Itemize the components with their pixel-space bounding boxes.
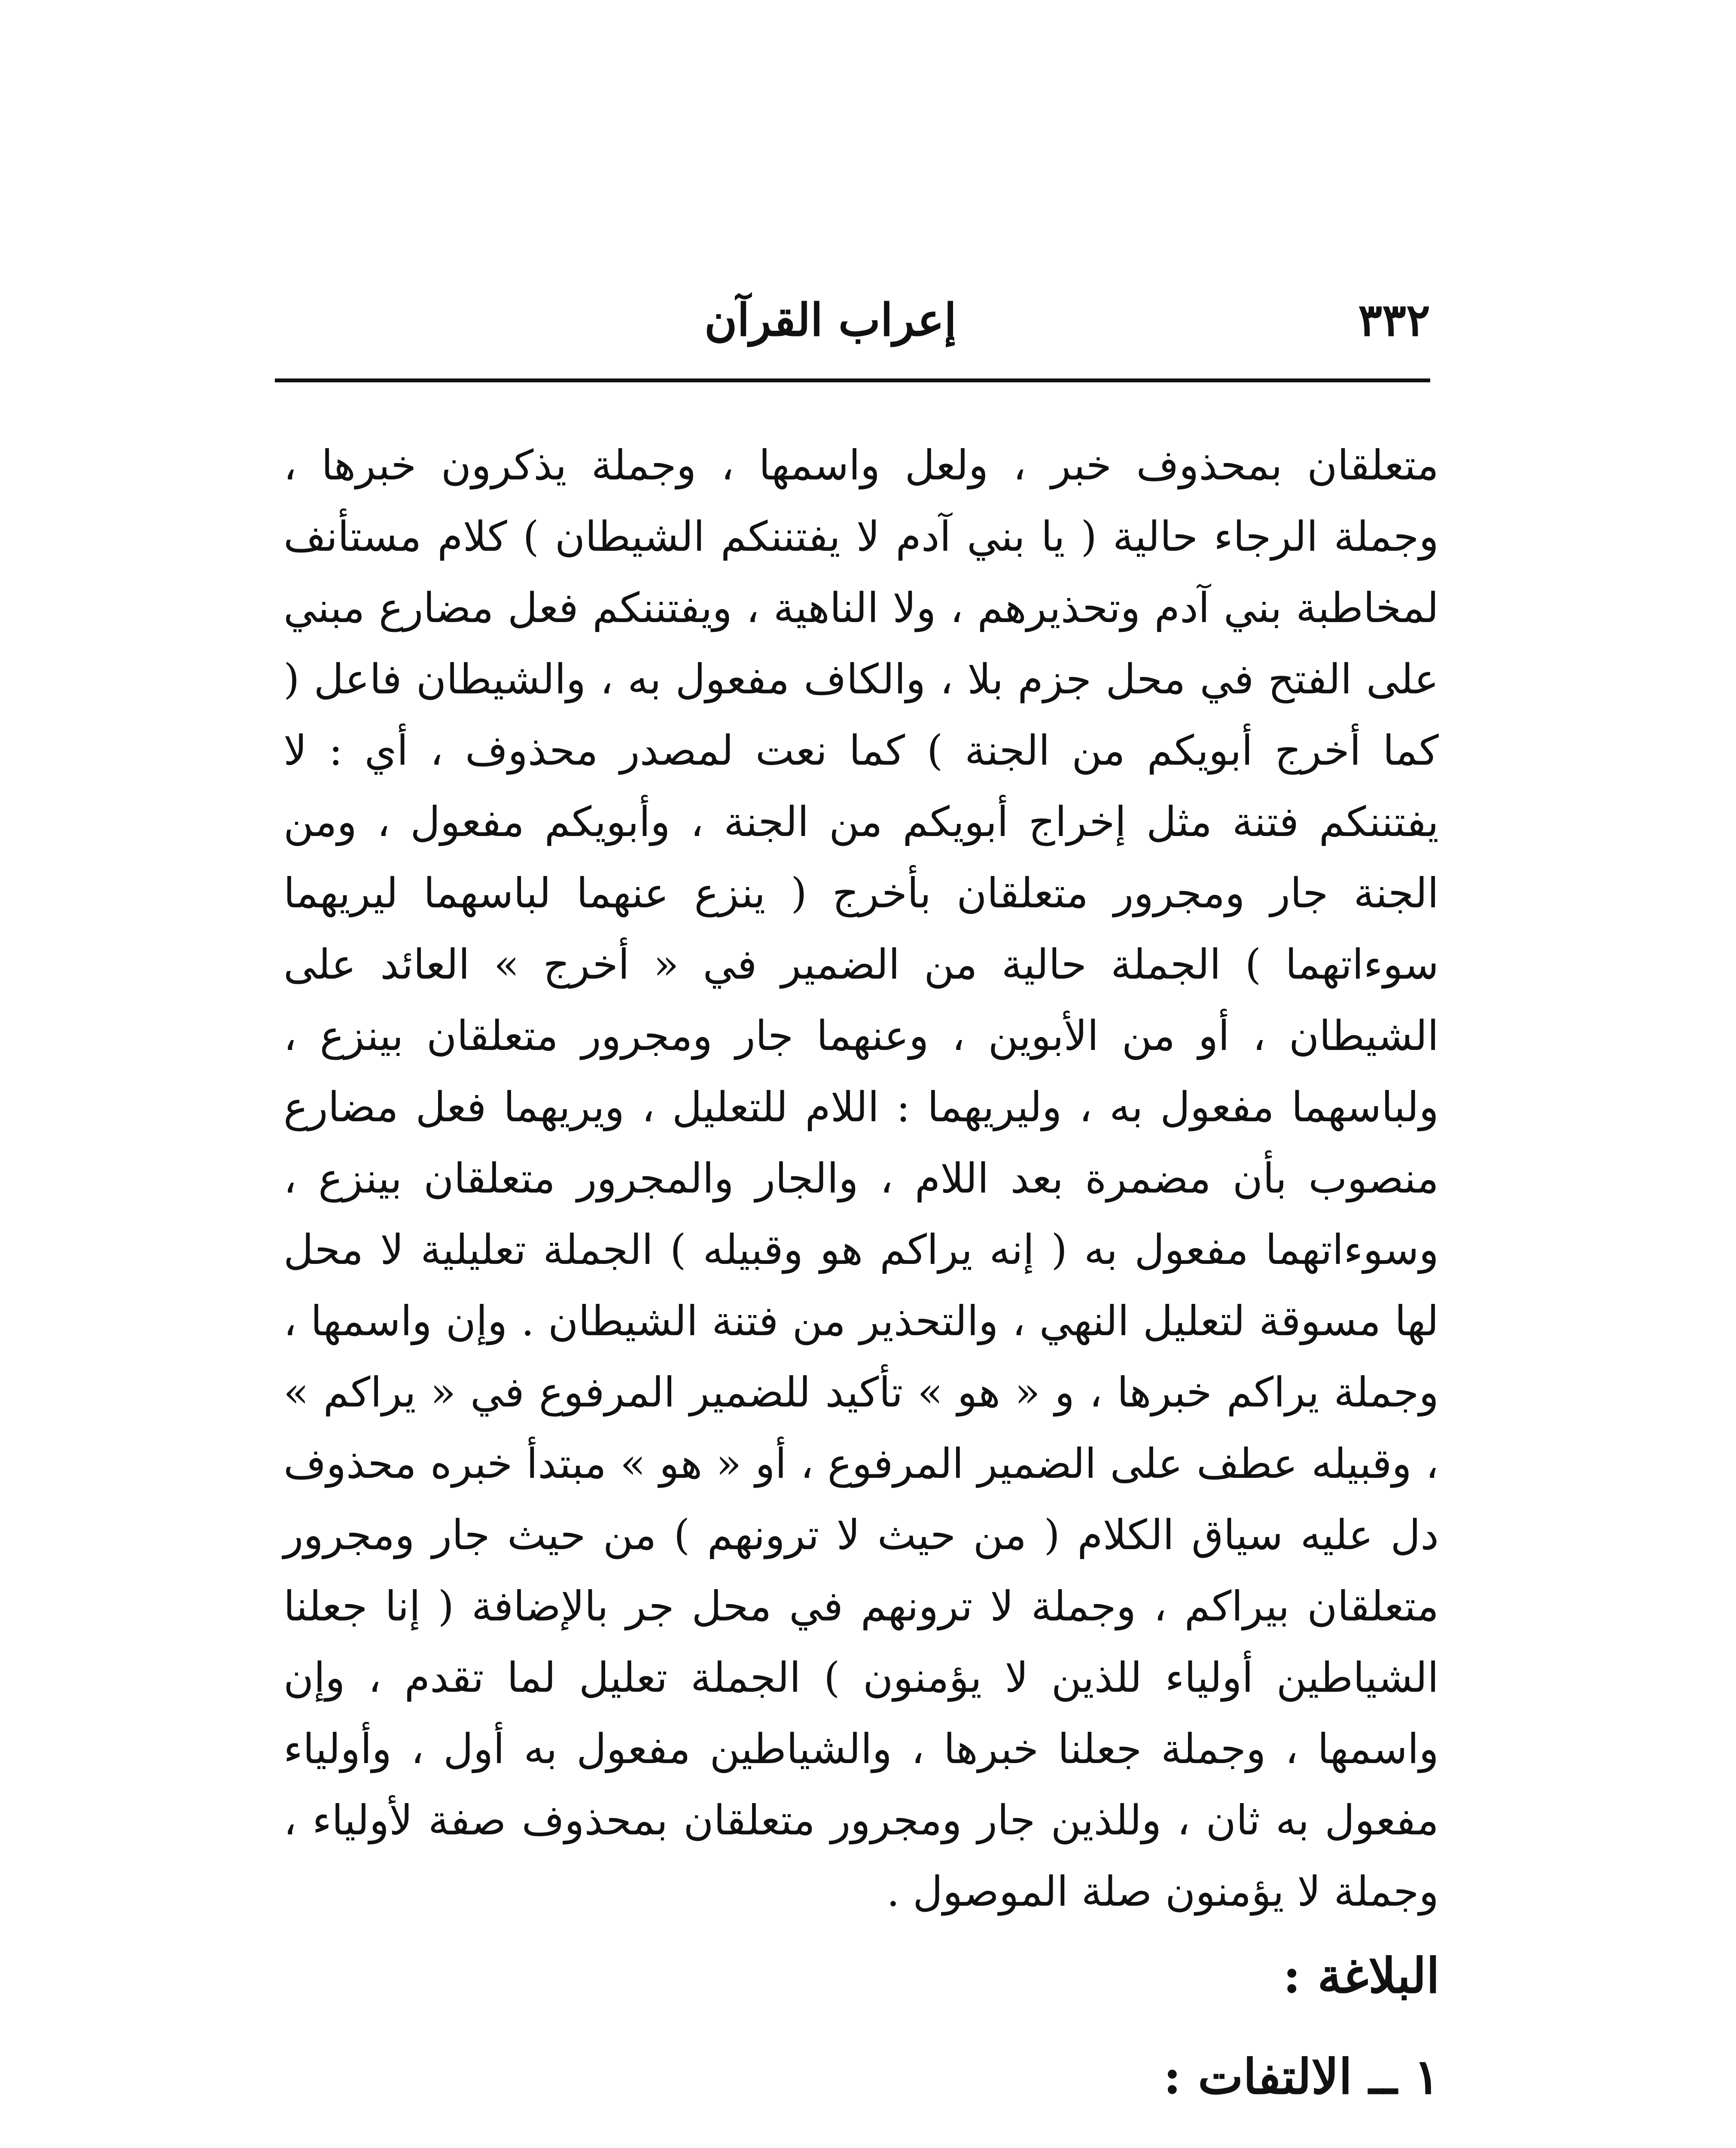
page-header — [275, 281, 1430, 387]
running-title: إعراب القرآن — [704, 293, 957, 346]
header-rule — [275, 378, 1430, 382]
page-number: ٣٣٢ — [1358, 293, 1430, 346]
subheading-iltifat: ١ ــ الالتفات : — [1163, 2049, 1440, 2105]
section-heading-balagha: البلاغة : — [1283, 1948, 1440, 2004]
closing-paragraph — [393, 2144, 1440, 2148]
main-paragraph: متعلقان بمحذوف خبر ، ولعل واسمها ، وجملة يذكرون خبرها ، وجملة الرجاء حالية ( يا بني آدم لا يفتننكم الشيطان ) كلام مستأنف لمخاطبة بني آدم وتحذيرهم ، ولا الناهية ، ويفتننكم فعل مضارع مبني على الفتح في محل جزم بلا ، والكاف مفعول به ، والشيطان فاعل ( كما أخرج أبويكم من الجنة ) كما نعت لمصدر محذوف ، أي : لا يفتننكم فتنة مثل إخراج أبويكم من الجنة ، وأبويكم مفعول ، ومن الجنة جار ومجرور متعلقان بأخرج ( ينزع عنهما لباسهما ليريهما سوءاتهما ) الجملة حالية من الضمير في « أخرج » العائد على الشيطان ، أو من الأبوين ، وعنهما جار ومجرور متعلقان بينزع ، ولباسهما مفعول به ، وليريهما : اللام للتعليل ، ويريهما فعل مضارع منصوب بأن مضمرة بعد اللام ، والجار والمجرور متعلقان بينزع ، وسوءاتهما مفعول به ( إنه يراكم هو وقبيله ) الجملة تعليلية لا محل لها مسوقة لتعليل النهي ، والتحذير من فتنة الشيطان . وإن واسمها ، وجملة يراكم خبرها ، و « هو » تأكيد للضمير المرفوع في « يراكم » ، وقبيله عطف على الضمير المرفوع ، أو « هو » مبتدأ خبره محذوف دل عليه سياق الكلام ( من حيث لا ترونهم ) من حيث جار ومجرور متعلقان بيراكم ، وجملة لا ترونهم في محل جر بالإضافة ( إنا جعلنا الشياطين أولياء للذين لا يؤمنون ) الجملة تعليل لما تقدم ، وإن واسمها ، وجملة جعلنا خبرها ، والشياطين مفعول به أول ، وأولياء مفعول به ثان ، وللذين جار ومجرور متعلقان بمحذوف صفة لأولياء ، وجملة لا يؤمنون صلة الموصول . — [283, 441, 1439, 1916]
